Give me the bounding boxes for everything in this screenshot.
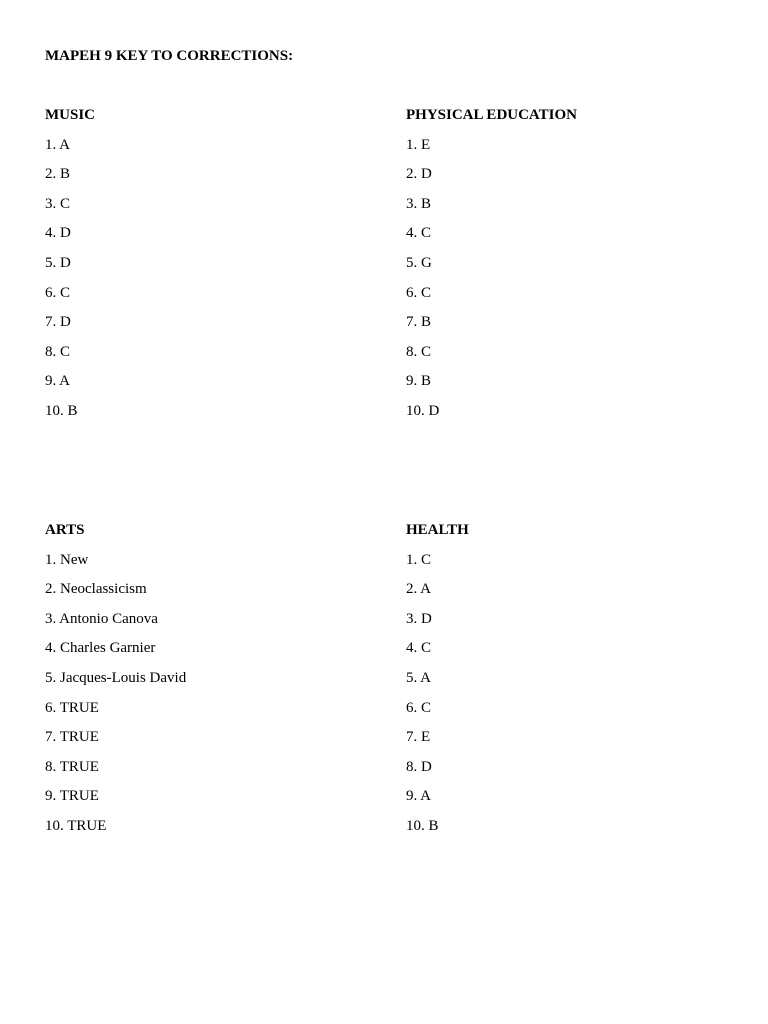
answer-item: 5. D [45,254,71,271]
answer-item: 8. C [45,343,71,360]
answer-item: 7. B [406,314,432,331]
answer-item: 3. B [406,195,432,212]
answer-item: 9. A [45,373,71,390]
answer-list-health [406,550,736,836]
answer-item: 3. Antonio Canova [45,610,158,627]
answer-item: 5. Jacques-Louis David [45,669,187,686]
answer-item: 7. E [406,729,431,746]
answer-item: 2. D [406,166,432,183]
answer-item: 2. B [45,166,71,183]
answer-item: 4. Charles Garnier [45,640,156,657]
section-health [406,520,736,846]
answer-item: 9. TRUE [45,788,99,805]
answer-item: 1. C [406,551,432,568]
answer-item: 1. New [45,551,89,568]
section-heading-music: MUSIC [45,107,96,123]
answer-item: 8. D [406,758,432,775]
answer-item: 4. C [406,225,432,242]
answer-item: 6. C [406,284,432,301]
answer-item: 10. B [406,817,439,834]
section-physical-education [406,105,736,431]
answer-item: 9. A [406,788,432,805]
section-music [45,105,375,431]
section-arts [45,520,375,846]
answer-item: 6. C [406,699,432,716]
answer-item: 10. TRUE [45,817,107,834]
answer-item: 6. TRUE [45,699,99,716]
section-heading-physical-education: PHYSICAL EDUCATION [406,107,577,123]
section-heading-arts: ARTS [45,522,85,538]
answer-item: 8. TRUE [45,758,99,775]
answer-item: 3. D [406,610,432,627]
answer-list-arts [45,550,375,836]
answer-item: 8. C [406,343,432,360]
answer-item: 4. D [45,225,71,242]
answer-item: 1. E [406,136,431,153]
answer-item: 2. A [406,581,432,598]
answer-list-physical-education [406,135,736,421]
answer-item: 6. C [45,284,71,301]
answer-item: 10. B [45,402,78,419]
answer-item: 5. A [406,669,432,686]
answer-item: 9. B [406,373,432,390]
answer-list-music [45,135,375,421]
answer-item: 7. D [45,314,71,331]
answer-item: 7. TRUE [45,729,99,746]
answer-item: 2. Neoclassicism [45,581,147,598]
page-title: MAPEH 9 KEY TO CORRECTIONS: [45,48,294,64]
answer-item: 10. D [406,402,440,419]
answer-item: 1. A [45,136,71,153]
answer-item: 4. C [406,640,432,657]
answer-item: 5. G [406,254,432,271]
answer-item: 3. C [45,195,71,212]
section-heading-health: HEALTH [406,522,469,538]
